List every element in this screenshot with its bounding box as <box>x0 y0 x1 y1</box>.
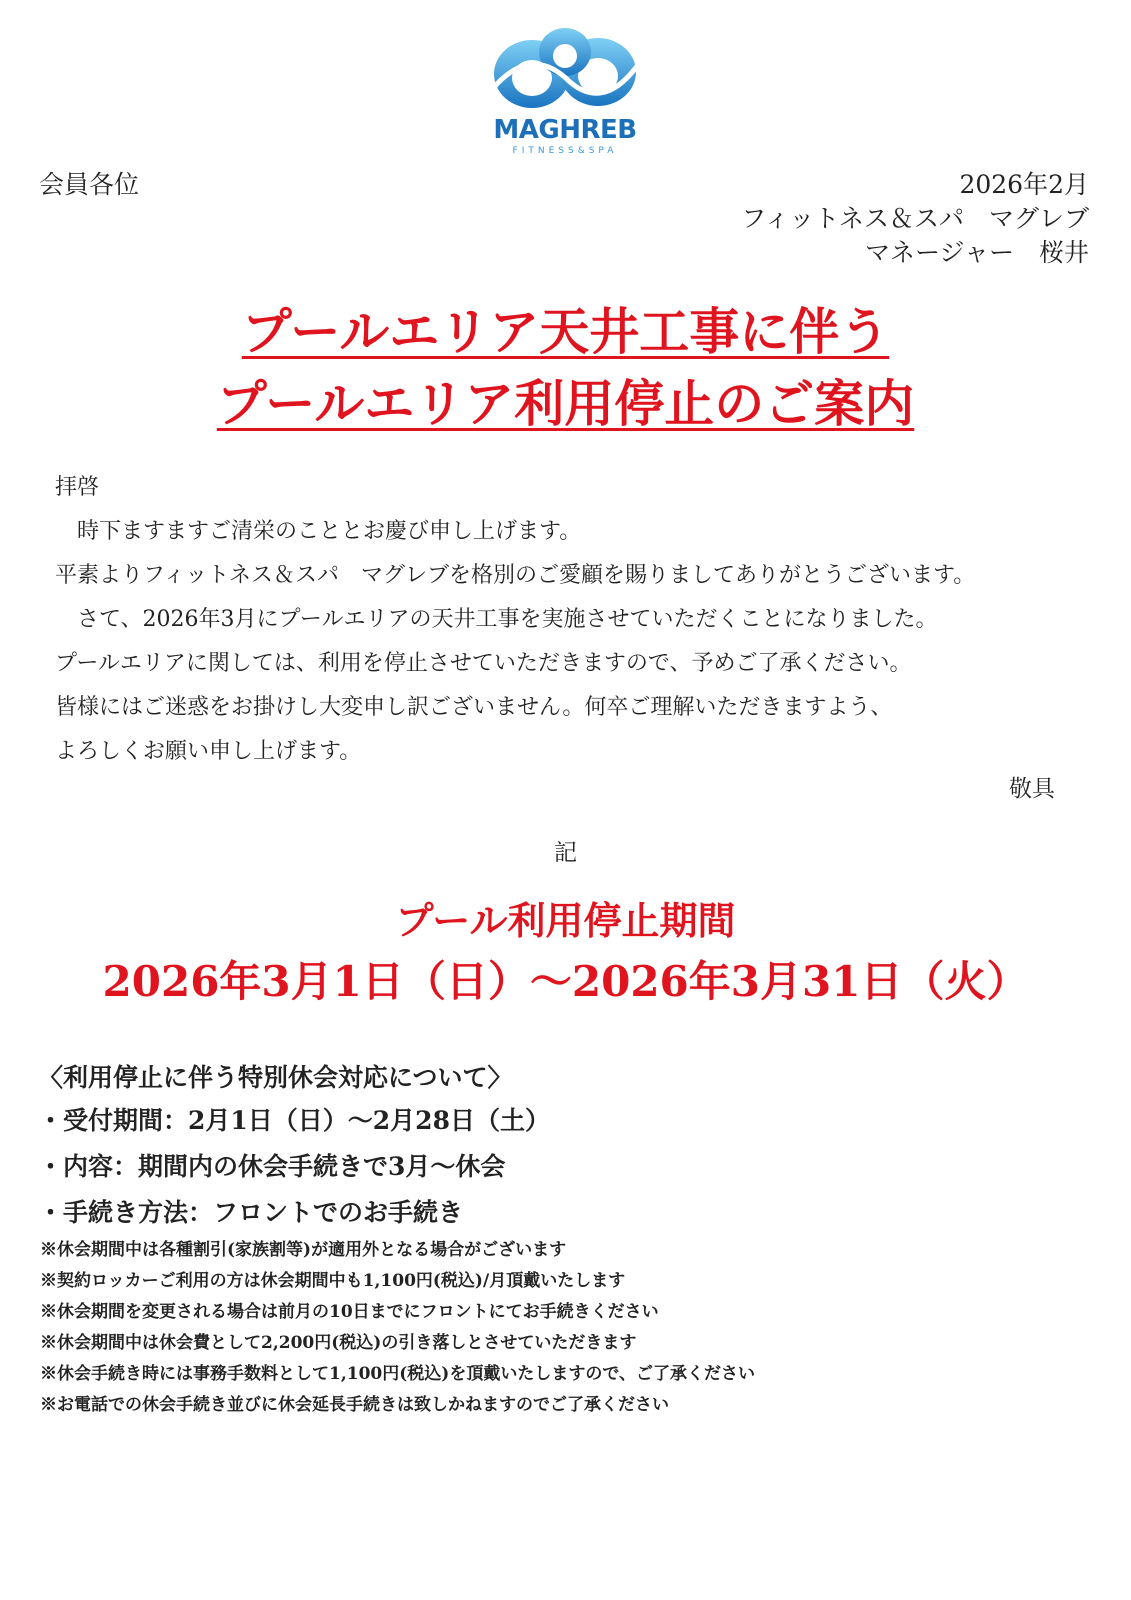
note-item: ※休会期間中は各種割引(家族割等)が適用外となる場合がございます <box>40 1240 567 1260</box>
title-line-1: プールエリア天井工事に伴う <box>241 302 890 361</box>
note-item: ※契約ロッカーご利用の方は休会期間中も1,100円(税込)/月頂戴いたします <box>40 1271 626 1291</box>
organization-name: フィットネス＆スパ マグレブ <box>741 204 1089 233</box>
bullet-item: ・手続き方法：フロントでのお手続き <box>38 1198 464 1227</box>
notes-list <box>40 1235 755 1421</box>
logo-subtitle: FITNESS&SPA <box>512 146 618 156</box>
note-item: ※休会期間を変更される場合は前月の10日までにフロントにてお手続きください <box>40 1302 659 1322</box>
body-line: 時下ますますご清栄のこととお慶び申し上げます。 <box>55 519 582 544</box>
note-item: ※休会手続き時には事務手数料として1,100円(税込)を頂戴いたしますので、ご了承ください <box>40 1364 755 1384</box>
addressee: 会員各位 <box>39 170 140 199</box>
bullet-item: ・受付期間：2月1日（日）～2月28日（土） <box>38 1106 550 1135</box>
body-line: プールエリアに関しては、利用を停止させていただきますので、予めご了承ください。 <box>55 651 912 676</box>
letter-body <box>55 466 1085 774</box>
body-line: よろしくお願い申し上げます。 <box>55 739 362 764</box>
body-line: 皆様にはご迷惑をお掛けし大変申し訳ございません。何卒ご理解いただきますよう、 <box>55 695 893 720</box>
bullet-item: ・内容：期間内の休会手続きで3月～休会 <box>38 1152 506 1181</box>
period-dates: 2026年3月1日（日）～2026年3月31日（火） <box>102 957 1029 1006</box>
sender-block <box>741 168 1089 270</box>
body-line: 拝啓 <box>55 475 100 500</box>
title-line-2: プールエリア利用停止のご案内 <box>216 374 915 433</box>
section-title: 〈利用停止に伴う特別休会対応について〉 <box>38 1063 513 1092</box>
period-heading: プール利用停止期間 <box>395 898 736 943</box>
special-leave-section <box>38 1058 550 1236</box>
notice-title <box>0 296 1131 440</box>
body-line: 平素よりフィットネス＆スパ マグレブを格別のご愛顧を賜りましてありがとうございます。 <box>55 563 976 588</box>
issue-date: 2026年2月 <box>959 170 1089 199</box>
logo-wave-icon <box>480 22 650 116</box>
manager-name: マネージャー 桜井 <box>864 238 1089 267</box>
ki-marker: 記 <box>554 840 577 866</box>
note-item: ※休会期間中は休会費として2,200円(税込)の引き落しとさせていただきます <box>40 1333 637 1353</box>
closing: 敬具 <box>1009 776 1055 802</box>
note-item: ※お電話での休会手続き並びに休会延長手続きは致しかねますのでご了承ください <box>40 1395 669 1415</box>
maghreb-logo <box>480 22 650 157</box>
logo-brand: MAGHREB <box>493 115 637 145</box>
body-line: さて、2026年3月にプールエリアの天井工事を実施させていただくことになりました。 <box>55 607 938 632</box>
